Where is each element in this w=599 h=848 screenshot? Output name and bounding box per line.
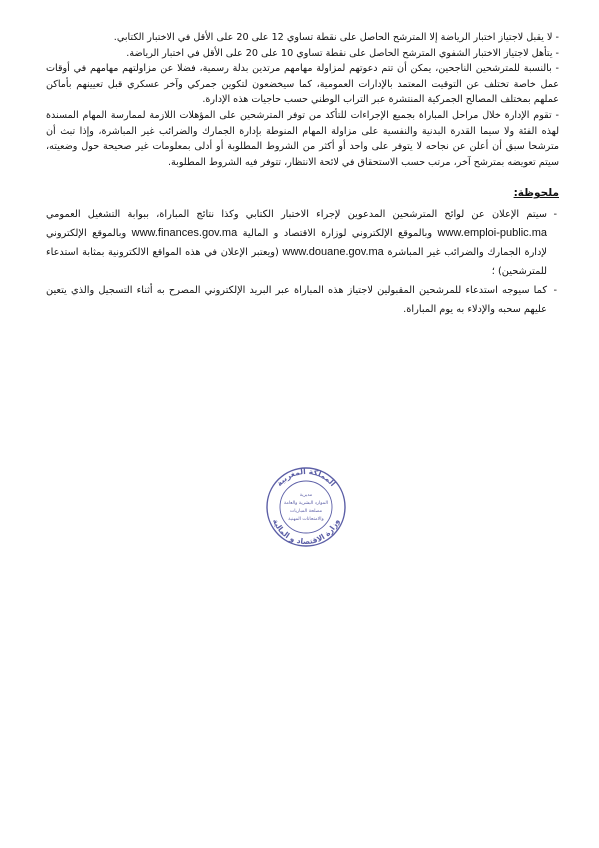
document-page <box>46 30 559 319</box>
note-text: (ويعتبر الإعلان في هذه المواقع الالكترونية بمثابة استدعاء للمترشحين) ؛ <box>46 247 547 278</box>
stamp-outer-bottom: وزارة الاقتصاد و المالية <box>270 517 342 547</box>
note-item-announcement <box>46 205 547 281</box>
note-text: وبالموقع الإلكتروني لوزارة الاقتصاد و المالية <box>242 228 433 240</box>
official-stamp <box>265 466 347 548</box>
stamp-inner-line: الموارد البشرية والعامة <box>283 501 329 506</box>
note-text: وبالموقع الإلكتروني لإدارة الجمارك والضرائب غير المباشرة <box>46 228 547 259</box>
link-finances[interactable]: www.finances.gov.ma <box>131 227 238 240</box>
condition-sport-test: - لا يقبل لاجتياز اختبار الرياضة إلا المترشح الحاصل على نقطة تساوي 12 على 20 على الأقل في الاختبار الكتابي. <box>113 32 559 43</box>
note-list <box>46 205 559 319</box>
svg-text:المملكة المغربية <box>275 467 338 488</box>
condition-successful-candidates: - بالنسبة للمترشحين الناجحين، يمكن أن تتم دعوتهم لمزاولة مهامهم مرتدين بدلة رسمية، فضلا عن مزاولتهم مهامهم في أوقات عمل خاصة تختلف عن التوقيت المعتمد بالإدارات العمومية، كما سيخضعون لتكوين جمركي وآخر عسكري قبل تعيينهم بأماكن عملهم بمختلف المصالح الجمركية المنتشرة عبر التراب الوطني حسب حاجيات هذه الإدارة. <box>46 63 559 106</box>
stamp-inner-line: والامتحانات المهنية <box>288 517 324 522</box>
note-heading: ملحوظة: <box>513 187 559 200</box>
stamp-inner-line: مديرية <box>299 493 313 498</box>
stamp-inner-line: مصلحة المباريات <box>289 509 323 514</box>
link-emploi-public[interactable]: www.emploi-public.ma <box>437 227 547 240</box>
note-item-convocation: - كما سيوجه استدعاء للمرشحين المقبولين لاجتياز هذه المباراة عبر البريد الإلكتروني المصرح به أثناء التسجيل والذي يتعين عليهم سحبه والإدلاء به يوم المباراة. <box>46 281 547 319</box>
stamp-outer-top: المملكة المغربية <box>274 466 338 489</box>
note-text: سيتم الإعلان عن لوائح المترشحين المدعوين لإجراء الاختبار الكتابي وكذا نتائج المباراة، ببوابة التشغيل العمومي <box>46 209 547 221</box>
condition-oral-test: - يتأهل لاجتياز الاختبار الشفوي المترشح الحاصل على نقطة تساوي 10 على 20 على الأقل في اختبار الرياضة. <box>126 47 559 59</box>
condition-verification: - تقوم الإدارة خلال مراحل المباراة بجميع الإجراءات للتأكد من توفر المترشحين على المؤهلات اللازمة لممارسة المهام المسندة لهذه الفئة ولا سيما القدرة البدنية والنفسية على مزاولة المهام المنوطة بإدارة الجمارك والضرائب غير المباشرة، وإذا تبث أن مترشحا سبق أن أعلن عن نجاحه لا يتوفر على واحد أو أكثر من الشروط المطلوبة أو أدلى بمعلومات غير صحيحة حول وضعيته، سيتم تعويضه بمترشح آخر، مرتب حسب الاستحقاق في لائحة الانتظار، تتوفر فيه الشروط المطلوبة. <box>46 109 559 168</box>
link-douane[interactable]: www.douane.gov.ma <box>282 246 384 259</box>
